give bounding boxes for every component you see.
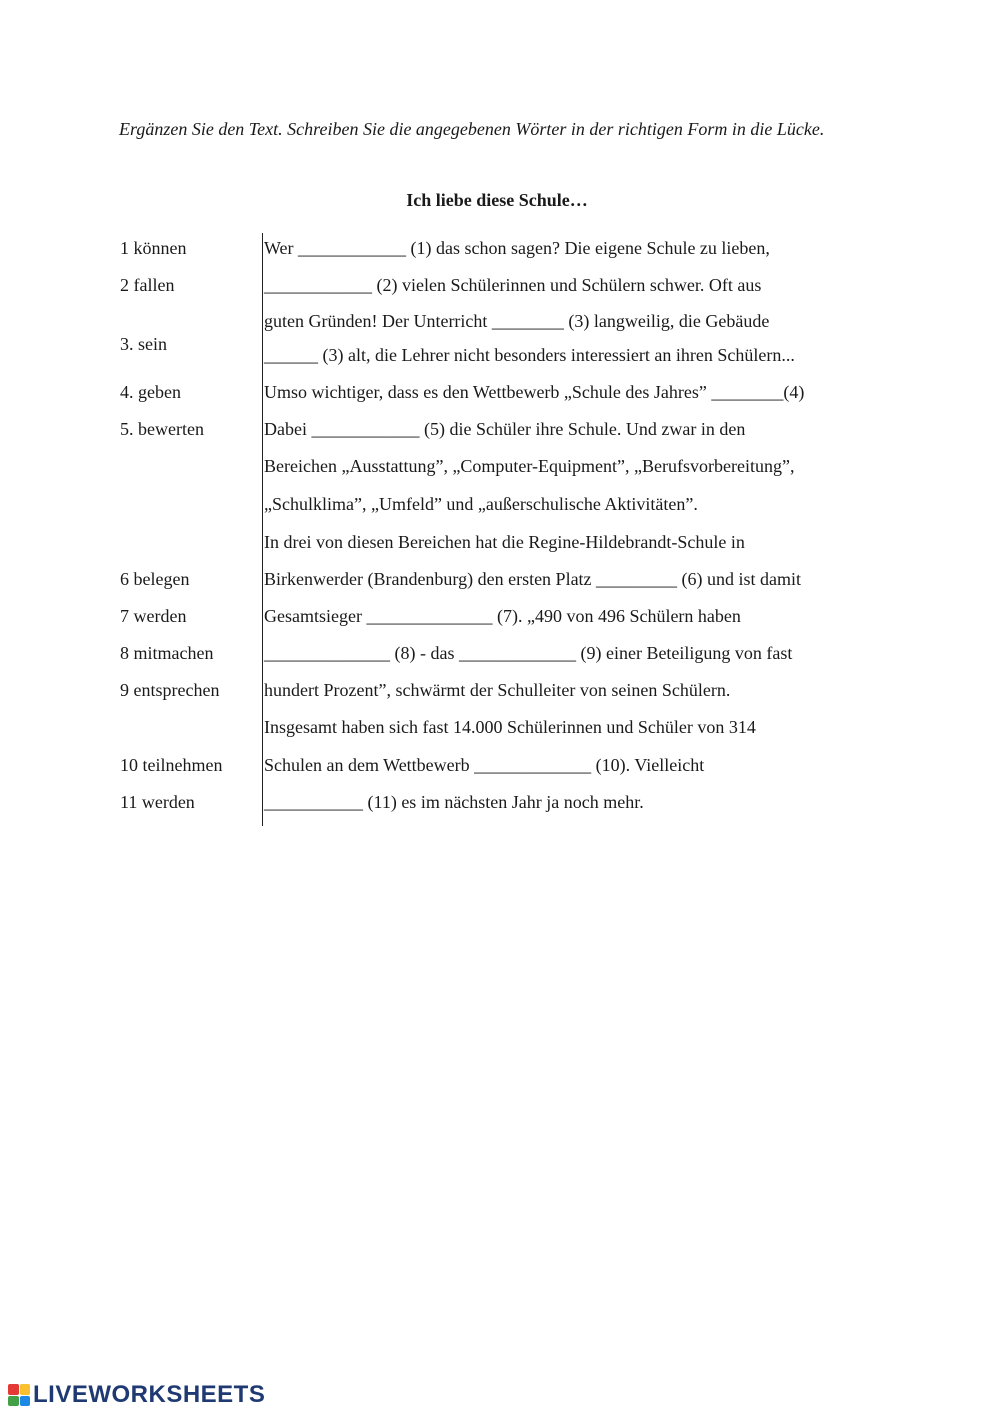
text-line: Gesamtsieger ______________ (7). „490 von 496 Schülern haben (264, 606, 741, 626)
text-line: ___________ (11) es im nächsten Jahr ja noch mehr. (264, 792, 644, 812)
verb-label: 3. sein (120, 334, 167, 354)
verb-label: 2 fallen (120, 275, 175, 295)
text-line: Birkenwerder (Brandenburg) den ersten Platz _________ (6) und ist damit (264, 569, 802, 589)
verb-label: 8 mitmachen (120, 643, 214, 663)
text-line: ______ (3) alt, die Lehrer nicht besonders interessiert an ihren Schülern... (264, 345, 795, 365)
verb-label: 11 werden (120, 792, 195, 812)
verb-label: 10 teilnehmen (120, 755, 223, 775)
brand-name: LIVEWORKSHEETS (33, 1381, 266, 1408)
text-line: ______________ (8) - das _____________ (9) einer Beteiligung von fast (264, 643, 793, 663)
verb-label: 6 belegen (120, 569, 190, 589)
verb-label: 7 werden (120, 606, 187, 626)
instruction-text: Ergänzen Sie den Text. Schreiben Sie die angegebenen Wörter in der richtigen Form in die Lücke. (119, 119, 825, 139)
logo-tile-red (8, 1384, 19, 1395)
text-line: Schulen an dem Wettbewerb _____________ (10). Vielleicht (264, 755, 705, 775)
worksheet-title: Ich liebe diese Schule… (406, 190, 588, 210)
verb-label: 5. bewerten (120, 419, 204, 439)
text-line: Bereichen „Ausstattung”, „Computer-Equipment”, „Berufsvorbereitung”, (264, 456, 795, 476)
text-line: „Schulklima”, „Umfeld” und „außerschulische Aktivitäten”. (264, 494, 698, 514)
text-line: Insgesamt haben sich fast 14.000 Schülerinnen und Schüler von 314 (264, 717, 756, 737)
column-divider (262, 233, 263, 826)
logo-tile-green (8, 1396, 19, 1407)
logo-tile-yellow (20, 1384, 31, 1395)
verb-label: 9 entsprechen (120, 680, 220, 700)
text-line: Wer ____________ (1) das schon sagen? Die eigene Schule zu lieben, (264, 238, 770, 258)
text-line: Umso wichtiger, dass es den Wettbewerb „Schule des Jahres” ________(4) (264, 382, 805, 402)
verb-label: 1 können (120, 238, 187, 258)
verb-label: 4. geben (120, 382, 181, 402)
text-line: In drei von diesen Bereichen hat die Regine-Hildebrandt-Schule in (264, 532, 745, 552)
logo-tile-blue (20, 1396, 31, 1407)
liveworksheets-brand[interactable] (8, 1382, 265, 1408)
text-line: guten Gründen! Der Unterricht ________ (3) langweilig, die Gebäude (264, 311, 770, 331)
text-line: Dabei ____________ (5) die Schüler ihre Schule. Und zwar in den (264, 419, 746, 439)
text-line: hundert Prozent”, schwärmt der Schulleiter von seinen Schülern. (264, 680, 731, 700)
liveworksheets-logo-icon (8, 1384, 30, 1406)
text-line: ____________ (2) vielen Schülerinnen und Schülern schwer. Oft aus (264, 275, 762, 295)
